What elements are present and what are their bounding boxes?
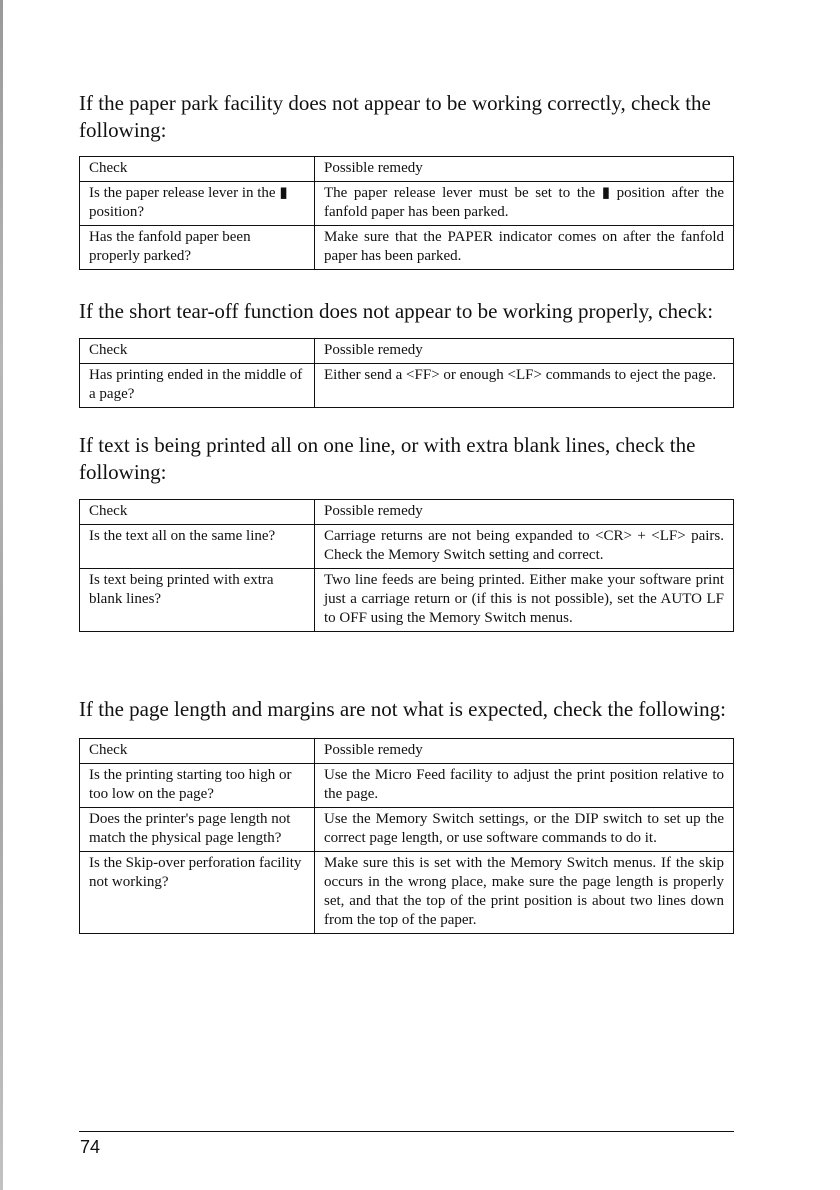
header-check: Check bbox=[80, 339, 315, 364]
header-remedy: Possible remedy bbox=[315, 500, 734, 525]
remedy-cell: The paper release lever must be set to the ▮ position after the fanfold paper has been parked. bbox=[315, 182, 734, 226]
table-row bbox=[80, 808, 734, 852]
troubleshooting-table-tear-off bbox=[79, 338, 734, 408]
table-row bbox=[80, 852, 734, 934]
section-intro-paper-park: If the paper park facility does not appear to be working correctly, check the following: bbox=[79, 91, 711, 142]
table-header-row bbox=[80, 739, 734, 764]
scan-edge bbox=[0, 0, 3, 1190]
troubleshooting-table-paper-park bbox=[79, 156, 734, 270]
check-cell: Has printing ended in the middle of a page? bbox=[80, 364, 315, 408]
section-intro-line-feeds: If text is being printed all on one line, or with extra blank lines, check the following: bbox=[79, 433, 696, 484]
remedy-cell: Use the Memory Switch settings, or the DIP switch to set up the correct page length, or use software commands to do it. bbox=[315, 808, 734, 852]
page-number: 74 bbox=[80, 1137, 101, 1157]
remedy-cell: Use the Micro Feed facility to adjust the print position relative to the page. bbox=[315, 764, 734, 808]
header-remedy: Possible remedy bbox=[315, 339, 734, 364]
header-check: Check bbox=[80, 157, 315, 182]
check-cell: Is the paper release lever in the ▮ position? bbox=[80, 182, 315, 226]
troubleshooting-table-page-length bbox=[79, 738, 734, 934]
table-header-row bbox=[80, 339, 734, 364]
table-header-row bbox=[80, 500, 734, 525]
check-cell: Has the fanfold paper been properly parked? bbox=[80, 226, 315, 270]
header-remedy: Possible remedy bbox=[315, 739, 734, 764]
header-check: Check bbox=[80, 739, 315, 764]
remedy-cell: Either send a <FF> or enough <LF> commands to eject the page. bbox=[315, 364, 734, 408]
check-cell: Is text being printed with extra blank lines? bbox=[80, 569, 315, 632]
remedy-cell: Carriage returns are not being expanded to <CR> + <LF> pairs. Check the Memory Switch setting and correct. bbox=[315, 525, 734, 569]
header-remedy: Possible remedy bbox=[315, 157, 734, 182]
table-row bbox=[80, 569, 734, 632]
table-row bbox=[80, 364, 734, 408]
table-header-row bbox=[80, 157, 734, 182]
table-row bbox=[80, 525, 734, 569]
check-cell: Is the printing starting too high or too low on the page? bbox=[80, 764, 315, 808]
section-intro-tear-off: If the short tear-off function does not appear to be working properly, check: bbox=[79, 299, 714, 323]
remedy-cell: Two line feeds are being printed. Either make your software print just a carriage return or (if this is not possible), set the AUTO LF to OFF using the Memory Switch menus. bbox=[315, 569, 734, 632]
check-cell: Does the printer's page length not match the physical page length? bbox=[80, 808, 315, 852]
check-cell: Is the Skip-over perforation facility not working? bbox=[80, 852, 315, 934]
check-cell: Is the text all on the same line? bbox=[80, 525, 315, 569]
table-row bbox=[80, 226, 734, 270]
footer-rule bbox=[79, 1131, 734, 1132]
troubleshooting-table-line-feeds bbox=[79, 499, 734, 632]
remedy-cell: Make sure that the PAPER indicator comes on after the fanfold paper has been parked. bbox=[315, 226, 734, 270]
table-row bbox=[80, 764, 734, 808]
section-intro-page-length: If the page length and margins are not what is expected, check the following: bbox=[79, 697, 726, 721]
remedy-cell: Make sure this is set with the Memory Switch menus. If the skip occurs in the wrong place, make sure the page length is properly set, and that the top of the print position is about two lines down from the top of the paper. bbox=[315, 852, 734, 934]
header-check: Check bbox=[80, 500, 315, 525]
table-row bbox=[80, 182, 734, 226]
